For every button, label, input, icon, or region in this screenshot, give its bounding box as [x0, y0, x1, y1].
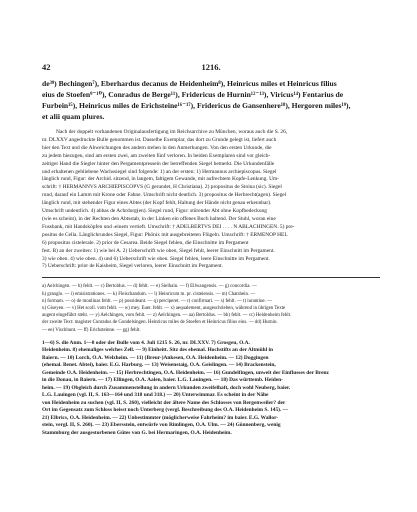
prose-line: 3) wie oben. 4) wie oben. 4) und 6) Ueberschrift wie oben. Siegel fehlen, leere Einschnitte im Pergament. [42, 255, 270, 262]
prose-line: länglich rund, Figur: der Archid. sitzend, in langem, faltigem Gewande, mit aufrechtem Kopfe-Lenkung. Um- [42, 176, 279, 183]
latin-line: et alii quam plures. [42, 112, 105, 121]
variant-line: a) Aelchingen. — b) fehlt. — c) Bertoldus. — d) fehlt. — e) Sielhain. — f) Ellwangensis. — g) concordia. — [42, 284, 257, 290]
textual-variants [42, 283, 380, 333]
source-description [42, 129, 380, 271]
variant-line: der zweite Text: magister Cunradus de Gundelsingen. Heinricus miles de Stoefen et Heinricus filius eius. — dd) Hurnin. [42, 320, 278, 326]
prose-line: positus de Cella. Länglichrundes Siegel, Figur: Phönix mit ausgebreiteten Flügeln. Umschrift: † ERMENOP HEL [42, 231, 288, 238]
prose-line: fest. B) an der zweiten: 1) wie bei A. 2) Ueberschrift wie oben, Siegel fehlt, leerer Einschnitt im Pergament. [42, 247, 275, 254]
prose-line: nr. DLXXV angedruckte Bulle genommen ist. Dasselbe Exemplar, das dort zu Grunde gelegt ist, liefert auch [42, 136, 277, 143]
variant-line: n) formam. — o) de monlinas fehlt. — p) possideant. — q) perciperet. — r) confirmari. — s) fehlt. — t) iurantine. — [42, 298, 272, 304]
footnote-line: Ort im Gegensatz zum Schloss heisst noch Unterberg (vergl. Beschreibung des O.A. Heidenheim S. 145). — [42, 407, 289, 414]
prose-line: hier den Text und die Abweichungen des andern stehen in den Anmerkungen. Von den ersten Urkunde, die [42, 144, 272, 151]
footnote-line: Gemeinde O.A. Heidenheim. — 15) Herbrechtingen, O.A. Heidenheim. — 16) Gundelfingen, unweit der Einflusses der Brenz [42, 369, 329, 376]
footnote-line: L.G. Lauingen (vgl. II, S. 163—164 und 318 und 318.) — 20) Unterwimmar. Es scheint in der Nähe [42, 392, 269, 399]
footnote-line: 1—6) S. die Anm. 1—8 oder der Bulle vom 4. Juli 1215 S. 26, nr. DLXXV. 7) Grosgeu, O.A. [42, 339, 250, 346]
latin-line: eius de Stoefen⁹⁻¹⁰), Conradus de Berge¹¹), Fridericus de Hurnin¹²⁻¹³), Viricus¹⁴) Fentarius de [42, 90, 344, 99]
variant-line: augent eingeführt steht. — y) Aelchingen, vom fehlt. — z) Aelchingen. — aa) Bertoldus. — bb) fehlt. — cc) Heidenheim fehlt. [42, 313, 292, 319]
prose-line: schrift: † HERMANNVS ARCHIEPISCOPVS (G gerundet, H Christiana). 2) propositus de Stoina (sic). Siegel [42, 184, 282, 191]
prose-line: rund, darauf ein Lamm mit Krone oder Fahne. Umschrift nicht deutlich. 3) propositus de Herbrecht(agen). Siegel [42, 192, 287, 199]
footnote-line: heim. — 19) Obgleich durch Zusammenstellung in andern Urkunden zweifelhaft, doch wohl Neuberg, baier. [42, 384, 291, 391]
prose-line: zu jedem hiezugen, sind am ersten zwei, am zweiten fünf verloren. In beiden Exemplaren sind vor gleich- [42, 152, 271, 159]
latin-line: de³⁹) Bechingen⁷), Eberhardus decanus de Heidenheim⁸), Heinricus miles et Heinricus filius [42, 79, 337, 88]
prose-line: Fussbank, mit Handsköpfen und ‹einem vertieft. Umschrift: † ADELBERTVS DEI . . . . N ABLACHINGEN. 5) pre- [42, 223, 295, 230]
footnote-line: Stammburg der ausgestorbenen Gütes von G. bei Hermaringen, O.A. Heidenheim. [42, 429, 232, 436]
page-year: 1216. [201, 62, 221, 72]
document-page [42, 62, 380, 437]
footnote-line: (ehemal. Benet. Abtei), baier. E.G. Harburg. — 13) Weisenstaig, O.A. Geislingen. — 14) Brackenstein, [42, 362, 276, 369]
page-header [42, 62, 380, 76]
latin-line: Furbein¹⁵), Heinricus miles de Erichsteine¹⁶⁻¹⁷), Fridericus de Gansenhere¹⁸), Hergoren miles¹⁹), [42, 101, 351, 110]
footnote-line: 21) Elbrics, O.A. Heidenheim. — 22) Unbestimmter (möglicherweise Fahrheim? im baier. E.G. Wallor- [42, 414, 279, 421]
place-footnotes [42, 340, 380, 438]
latin-charter-text [42, 78, 380, 122]
footnote-line: Heidenheim. 8) ehemaliges welches Zell. — 9) Einheitt. Sitz des ehemal. Hochstifts an der Altmühl in [42, 347, 273, 354]
footnote-divider [42, 277, 380, 278]
prose-line: und erhaltenen gebliebene Wachssiegel sind folgende: 1) an der ersten: 1) Hermannus archiepiscopus. Siegel [42, 168, 277, 175]
variant-line: h) granglo. — i) emisistrationes. — k) Fleischandum. — l) Heinricum m. pr. cisteiensis. — m) Chatshein. — [42, 291, 256, 297]
prose-line: Nach der doppelt vorhandenen Originalausfertigung im Reichsarchive zu München, woraus auch die S. 26, [56, 129, 288, 135]
page-number: 42 [42, 62, 51, 72]
prose-line: zeitiger Hand die Siegler hinter den Pergamentpressein der betreffenden Siegel bemerkt. Die Urkundenfälle [42, 160, 275, 167]
prose-line: (wie es scheint), in der Rechten den Abtsstab, in der Linken ein offenes Buch haltend. Der Stuhl, woran eine [42, 215, 276, 222]
prose-line: 7) Ueberschrift: prior de Kaisheim, Siegel verloren, leerer Einschnitt im Pergament. [42, 263, 223, 270]
prose-line: 6) propositus cistelerale. 2) prior de Cesarea. Beide Siegel fehlen, die Einschnitte im Pergament [42, 239, 249, 246]
footnote-line: von Heidenheim zu suchen (vgl. II, S. 260), vielleicht der ältere Name des Schlosses von Bergenweiler? der [42, 399, 286, 406]
footnote-line: Baiern. — 10) Lorch, O.A. Welzheim. — 11) (Breur-)Ankesen, O.A. Heidenheim. — 12) Doggingen [42, 354, 269, 361]
footnote-line: stein, vergl. II, S. 260). — 23) Ebersstein, entwürfe von Rimlingen, O.A. Ulm. — 24) Gönnenberg, wenig [42, 422, 281, 429]
variant-line: u) Giseyen. — v) Het scoll. vom fehlt. — w) mey. Euer. fehlt. — x) aequalement, ausgeschrieben, während in übrigen Texte [42, 305, 286, 311]
variant-line: — ee) Vischhunt. — ff) Erichsteinne. — gg) fehlt. [42, 327, 141, 333]
prose-line: Umschrift undeutlich. 4) abbas de Achrdorg(en). Siegel rund, Figur: stürender Abt ohne Kopfbedeckung [42, 208, 267, 215]
footnote-line: in die Donau, in Baiern. — 17) Ellingen, O.A. Aalen, baier. L.G. Lauingen. — 18) Das württemb. Heiden- [42, 377, 283, 384]
prose-line: länglich rund, mit stehender Figur eines Abtes (der Kopf fehlt, Haltung der Hände nicht genau erkennbar). [42, 200, 272, 207]
